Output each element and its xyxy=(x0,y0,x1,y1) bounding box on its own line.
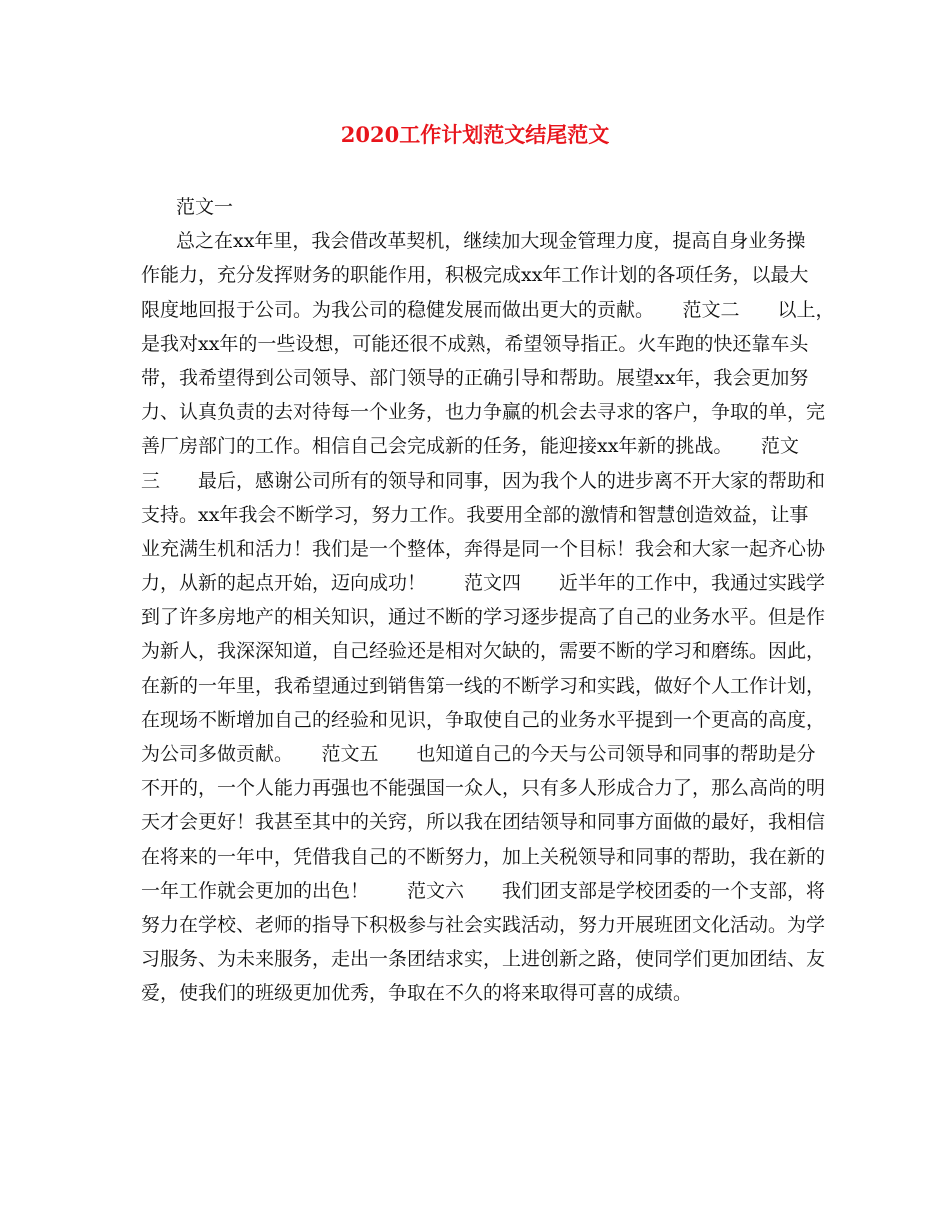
body-line: 作能力，充分发挥财务的职能作用，积极完成xx年工作计划的各项任务，以最大 xyxy=(141,264,809,287)
body-line: 努力在学校、老师的指导下积极参与社会实践活动，努力开展班团文化活动。为学 xyxy=(141,913,826,936)
body-line: 习服务、为未来服务，走出一条团结求实，上进创新之路，使同学们更加团结、友 xyxy=(141,948,826,971)
body-line: 限度地回报于公司。为我公司的稳健发展而做出更大的贡献。 范文二 以上， xyxy=(141,298,835,321)
body-line: 一年工作就会更加的出色！ 范文六 我们团支部是学校团委的一个支部，将 xyxy=(141,879,826,902)
document-title: 2020工作计划范文结尾范文 xyxy=(340,122,610,147)
body-line: 爱，使我们的班级更加优秀，争取在不久的将来取得可喜的成绩。 xyxy=(141,982,693,1005)
section-heading: 范文一 xyxy=(176,196,234,218)
body-line: 为公司多做贡献。 范文五 也知道自己的今天与公司领导和同事的帮助是分 xyxy=(141,743,816,765)
body-line: 善厂房部门的工作。相信自己会完成新的任务，能迎接xx年新的挑战。 范文 xyxy=(141,435,799,458)
document-body xyxy=(141,190,835,1011)
body-line: 业充满生机和活力！我们是一个整体，奔得是同一个目标！我会和大家一起齐心协 xyxy=(141,537,826,560)
body-line: 不开的，一个人能力再强也不能强国一众人，只有多人形成合力了，那么高尚的明 xyxy=(141,777,826,800)
body-line: 为新人，我深深知道，自己经验还是相对欠缺的，需要不断的学习和磨练。因此， xyxy=(141,640,826,663)
body-line: 在现场不断增加自己的经验和见识，争取使自己的业务水平提到一个更高的高度， xyxy=(141,708,826,731)
body-line: 是我对xx年的一些设想，可能还很不成熟，希望领导指正。火车跑的快还靠车头 xyxy=(141,332,809,355)
body-line: 在新的一年里，我希望通过到销售第一线的不断学习和实践，做好个人工作计划， xyxy=(141,674,826,697)
body-line: 力、认真负责的去对待每一个业务，也力争赢的机会去寻求的客户，争取的单，完 xyxy=(141,401,826,424)
body-line: 带，我希望得到公司领导、部门领导的正确引导和帮助。展望xx年，我会更加努 xyxy=(141,366,809,389)
body-line: 到了许多房地产的相关知识，通过不断的学习逐步提高了自己的业务水平。但是作 xyxy=(141,606,826,629)
body-line: 力，从新的起点开始，迈向成功！ 范文四 近半年的工作中，我通过实践学 xyxy=(141,572,826,595)
body-line: 天才会更好！我甚至其中的关窍，所以我在团结领导和同事方面做的最好，我相信 xyxy=(141,811,826,834)
body-line: 在将来的一年中，凭借我自己的不断努力，加上关税领导和同事的帮助，我在新的 xyxy=(141,845,826,868)
body-line: 总之在xx年里，我会借改革契机，继续加大现金管理力度，提高自身业务操 xyxy=(176,230,806,253)
body-line: 三 最后，感谢公司所有的领导和同事，因为我个人的进步离不开大家的帮助和 xyxy=(141,469,826,492)
body-line: 支持。xx年我会不断学习，努力工作。我要用全部的激情和智慧创造效益，让事 xyxy=(141,503,809,526)
